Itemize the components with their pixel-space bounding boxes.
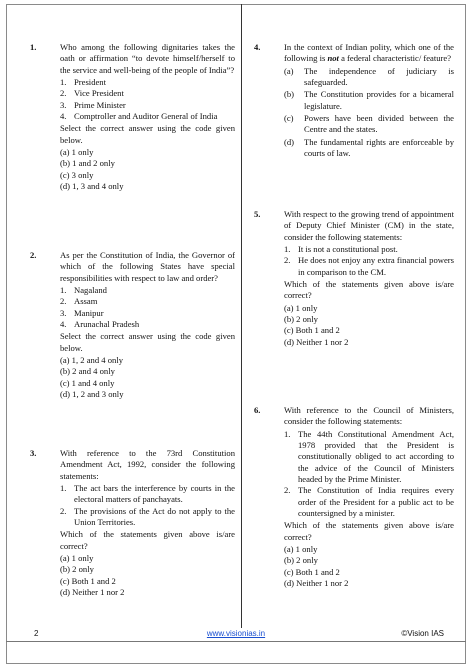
- statement-text: Assam: [74, 296, 98, 307]
- question-instruction: Which of the statements given above is/are correct?: [60, 529, 235, 551]
- answer-option[interactable]: (b) 2 only: [284, 555, 318, 566]
- answer-option[interactable]: (c) 3 only: [60, 169, 94, 180]
- page-number: 2: [34, 629, 39, 638]
- statement-item: [60, 77, 235, 88]
- question-4: [254, 42, 454, 160]
- question-2: [30, 250, 235, 400]
- statement-number: 2.: [60, 296, 67, 307]
- statement-item: [60, 285, 235, 296]
- option-text: The independence of judiciary is safeguarded.: [304, 65, 454, 88]
- question-stem: [284, 42, 454, 65]
- option-letter: (b): [284, 89, 295, 100]
- answer-option[interactable]: [284, 66, 454, 89]
- statement-text: Arunachal Pradesh: [74, 319, 140, 330]
- statement-text: The Constitution of India requires every order of the President for a public act to be countersigned by a minister.: [298, 485, 454, 519]
- answer-option[interactable]: (a) 1 only: [60, 553, 94, 564]
- question-body: [60, 42, 235, 192]
- question-6: [254, 405, 454, 590]
- stem-emphasis: not: [327, 53, 339, 64]
- statement-item: [60, 319, 235, 330]
- statement-number: 3.: [60, 99, 67, 110]
- question-stem: Who among the following dignitaries takes the oath or affirmation “to devote himself/herself to the service and well-being of the people of India”?: [60, 42, 235, 75]
- statement-number: 2.: [284, 485, 291, 496]
- question-instruction: Select the correct answer using the code given below.: [60, 123, 235, 145]
- statement-number: 4.: [60, 111, 67, 122]
- statement-list: [60, 77, 235, 122]
- answer-options: [284, 66, 454, 160]
- statement-item: [284, 429, 454, 486]
- statement-item: [60, 111, 235, 122]
- statement-text: President: [74, 77, 106, 88]
- statement-list: [60, 483, 235, 528]
- statement-item: [60, 296, 235, 307]
- statement-text: Prime Minister: [74, 99, 126, 110]
- statement-text: Manipur: [74, 307, 104, 318]
- brand-label: ©Vision IAS: [401, 629, 444, 638]
- statement-number: 2.: [284, 255, 291, 266]
- answer-option[interactable]: [284, 137, 454, 160]
- question-body: [284, 209, 454, 348]
- question-body: [60, 250, 235, 400]
- question-3: [30, 448, 235, 598]
- question-stem: As per the Constitution of India, the Governor of which of the following States have special responsibilities with respect to law and order?: [60, 250, 235, 283]
- option-text: The Constitution provides for a bicameral legislature.: [304, 89, 454, 111]
- statement-item: [60, 506, 235, 529]
- statement-number: 2.: [60, 88, 67, 99]
- statement-list: [284, 429, 454, 520]
- statement-text: He does not enjoy any extra financial powers in comparison to the CM.: [298, 255, 454, 277]
- question-instruction: Select the correct answer using the code given below.: [60, 331, 235, 353]
- option-letter: (c): [284, 113, 294, 124]
- answer-option[interactable]: [284, 89, 454, 112]
- answer-options: [60, 355, 235, 400]
- statement-text: The act bars the interference by courts in the electoral matters of panchayats.: [74, 483, 235, 505]
- question-number: 5.: [254, 209, 261, 219]
- question-body: [284, 405, 454, 590]
- answer-options: [284, 544, 454, 589]
- answer-option[interactable]: (b) 1 and 2 only: [60, 158, 115, 169]
- statement-item: [284, 244, 454, 255]
- question-body: [60, 448, 235, 598]
- statement-item: [60, 100, 235, 111]
- answer-option[interactable]: [284, 113, 454, 136]
- statement-number: 1.: [284, 244, 291, 255]
- statement-number: 1.: [60, 285, 67, 296]
- statement-number: 1.: [284, 428, 291, 439]
- statement-text: Comptroller and Auditor General of India: [74, 111, 218, 122]
- statement-item: [60, 308, 235, 319]
- question-5: [254, 209, 454, 348]
- answer-option[interactable]: (c) Both 1 and 2: [284, 325, 340, 336]
- statement-number: 2.: [60, 505, 67, 516]
- question-body: [284, 42, 454, 159]
- answer-option[interactable]: (a) 1 only: [60, 147, 94, 158]
- answer-option[interactable]: (a) 1 only: [284, 544, 318, 555]
- column-divider: [241, 4, 242, 628]
- statement-list: [284, 244, 454, 278]
- option-text: Powers have been divided between the Centre and the states.: [304, 113, 454, 135]
- answer-option[interactable]: (c) Both 1 and 2: [60, 575, 116, 586]
- answer-options: [60, 553, 235, 598]
- question-instruction: Which of the statements given above is/are correct?: [284, 520, 454, 542]
- question-stem: With reference to the Council of Ministers, consider the following statements:: [284, 405, 454, 427]
- question-stem: With respect to the growing trend of appointment of Deputy Chief Minister (CM) in the state, consider the following statements:: [284, 209, 454, 242]
- answer-option[interactable]: (d) 1, 3 and 4 only: [60, 181, 124, 192]
- option-text: The fundamental rights are enforceable by courts of law.: [304, 136, 454, 159]
- question-instruction: Which of the statements given above is/are correct?: [284, 279, 454, 301]
- website-link[interactable]: www.visionias.in: [206, 629, 266, 638]
- answer-option[interactable]: (d) Neither 1 nor 2: [284, 336, 349, 347]
- answer-option[interactable]: (c) Both 1 and 2: [284, 566, 340, 577]
- option-letter: (d): [284, 136, 295, 147]
- statement-text: Nagaland: [74, 285, 107, 296]
- statement-text: It is not a constitutional post.: [298, 244, 398, 255]
- question-1: [30, 42, 235, 192]
- answer-option[interactable]: (c) 1 and 4 only: [60, 377, 115, 388]
- statement-number: 4.: [60, 319, 67, 330]
- answer-option[interactable]: (a) 1, 2 and 4 only: [60, 355, 124, 366]
- answer-option[interactable]: (d) 1, 2 and 3 only: [60, 389, 124, 400]
- question-stem: With reference to the 73rd Constitution Amendment Act, 1992, consider the following statements:: [60, 448, 235, 481]
- answer-option[interactable]: (d) Neither 1 nor 2: [60, 587, 125, 598]
- statement-text: The 44th Constitutional Amendment Act, 1978 provided that the President is constitutionally obliged to act according to the advice of the Council of Ministers headed by the Prime Minister.: [298, 428, 454, 485]
- question-number: 6.: [254, 405, 261, 415]
- answer-option[interactable]: (a) 1 only: [284, 302, 318, 313]
- answer-option[interactable]: (d) Neither 1 nor 2: [284, 578, 349, 589]
- question-number: 1.: [30, 42, 37, 52]
- answer-options: [60, 147, 235, 192]
- question-number: 3.: [30, 448, 37, 458]
- question-number: 4.: [254, 42, 261, 52]
- statement-list: [60, 285, 235, 330]
- statement-number: 1.: [60, 483, 67, 494]
- page-footer: [6, 627, 466, 641]
- statement-item: [284, 485, 454, 519]
- statement-number: 1.: [60, 77, 67, 88]
- footer-rule: [6, 641, 466, 642]
- statement-number: 3.: [60, 307, 67, 318]
- option-letter: (a): [284, 65, 294, 76]
- statement-text: Vice President: [74, 88, 124, 99]
- statement-item: [60, 88, 235, 99]
- answer-option[interactable]: (b) 2 only: [60, 564, 94, 575]
- statement-item: [284, 255, 454, 278]
- answer-option[interactable]: (b) 2 and 4 only: [60, 366, 115, 377]
- answer-option[interactable]: (b) 2 only: [284, 314, 318, 325]
- question-number: 2.: [30, 250, 37, 260]
- stem-part: In the context of Indian polity, which one of the following is: [284, 42, 454, 64]
- answer-options: [284, 303, 454, 348]
- statement-item: [60, 483, 235, 506]
- statement-text: The provisions of the Act do not apply to the Union Territories.: [74, 505, 235, 528]
- stem-part: a federal characteristic/ feature?: [338, 53, 452, 64]
